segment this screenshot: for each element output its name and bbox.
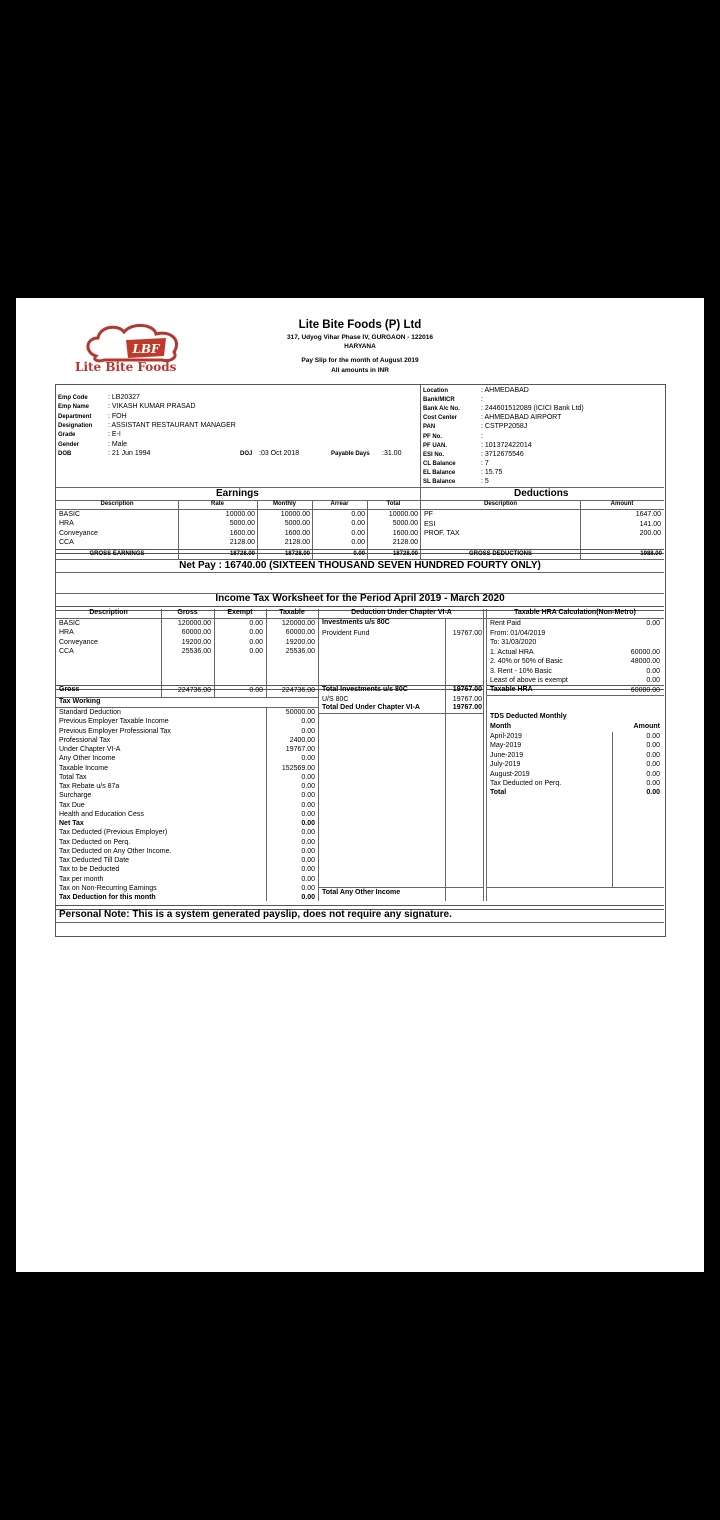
tax-working-value: 0.00: [301, 801, 315, 809]
tds-month: May-2019: [490, 742, 522, 750]
hra-value: 60000.00: [630, 648, 660, 656]
emp-field-label: PF UAN.: [423, 442, 447, 449]
earnings-cell: CCA: [59, 538, 74, 546]
hra-label: From: 01/04/2019: [490, 629, 546, 637]
tax-working-value: 0.00: [301, 847, 315, 855]
worksheet-cell: 25536.00: [181, 648, 211, 656]
doj-label: DOJ: [240, 451, 253, 457]
taxable-hra-label: Taxable HRA: [490, 686, 533, 693]
tax-working-value: 0.00: [301, 718, 315, 726]
tax-working-label: Previous Employer Professional Tax: [59, 727, 171, 735]
svg-text:LBF: LBF: [132, 342, 160, 356]
worksheet-header-cell: Exempt: [227, 609, 253, 616]
earnings-cell: 1600.00: [229, 529, 255, 537]
tax-working-value: 0.00: [301, 727, 315, 735]
tax-working-title: Tax Working: [59, 698, 101, 705]
tds-month: July-2019: [490, 761, 521, 769]
tds-month: June-2019: [490, 751, 524, 759]
hra-label: 2. 40% or 50% of Basic: [490, 658, 563, 665]
emp-field-value: : E-I: [108, 431, 121, 439]
hra-label: Rent Paid: [490, 620, 521, 627]
emp-field-value: : VIKASH KUMAR PRASAD: [108, 403, 196, 411]
worksheet-cell: CCA: [59, 648, 74, 656]
personal-note: Personal Note: This is a system generated payslip, does not require any signature.: [59, 909, 452, 920]
tds-amount: 0.00: [646, 751, 660, 759]
deductions-cell: 141.00: [639, 520, 661, 528]
earnings-cell: 1600.00: [284, 529, 310, 537]
tax-working-label: Tax on Non-Recurring Earnings: [59, 884, 157, 892]
deductions-header-cell: Description: [483, 501, 517, 507]
worksheet-cell: 25536.00: [285, 648, 315, 656]
worksheet-cell: 19200.00: [181, 638, 211, 646]
emp-field-label: Bank/MICR: [423, 397, 455, 404]
deductions-title: Deductions: [514, 488, 569, 499]
worksheet-cell: BASIC: [59, 620, 81, 627]
tax-working-label: Tax Deducted (Previous Employer): [59, 829, 168, 837]
tax-working-value: 2400.00: [289, 736, 315, 744]
hra-value: 0.00: [646, 620, 660, 627]
worksheet-title: Income Tax Worksheet for the Period April 2019 - March 2020: [215, 593, 505, 604]
emp-field-value: : 21 Jun 1994: [108, 449, 151, 457]
worksheet-header-cell: Taxable: [279, 609, 305, 616]
deductions-cell: 200.00: [639, 530, 661, 538]
tax-working-value: 0.00: [301, 894, 315, 901]
tds-total-label: Total: [490, 789, 507, 796]
tax-working-value: 0.00: [301, 820, 315, 827]
emp-field-label: Gender: [58, 441, 80, 448]
tax-working-label: Tax Deducted on Any Other Income.: [59, 847, 172, 855]
hra-title: Taxable HRA Calculation(Non-Metro): [514, 609, 636, 616]
tax-working-value: 50000.00: [285, 709, 315, 716]
deductions-cell: ESI: [424, 520, 436, 528]
tax-working-label: Standard Deduction: [59, 709, 121, 716]
tax-working-value: 0.00: [301, 875, 315, 883]
emp-field-value: : 5: [481, 478, 489, 485]
worksheet-gross-cell: Gross: [59, 686, 80, 693]
emp-field-label: Emp Code: [58, 395, 88, 401]
worksheet-gross-cell: 224736.00: [177, 687, 211, 694]
tds-month: Tax Deducted on Perq.: [490, 780, 562, 787]
earnings-cell: 5000.00: [229, 520, 255, 528]
total-investments-label: Total Investments u/s 80C: [322, 686, 408, 693]
total-investments-value: 19767.00: [452, 686, 482, 693]
emp-field-label: CL Balance: [423, 460, 456, 467]
company-address: 317, Udyog Vihar Phase IV, GURGAON - 122016: [287, 334, 433, 341]
earnings-cell: 0.00: [351, 511, 365, 518]
emp-field-value: : 7: [481, 459, 489, 467]
tax-working-value: 0.00: [301, 838, 315, 846]
emp-field-label: PF No.: [423, 433, 442, 440]
hra-value: 48000.00: [630, 658, 660, 665]
earnings-cell: 0.00: [351, 529, 365, 537]
earnings-cell: 0.00: [351, 538, 365, 546]
earnings-header-cell: Arrear: [330, 501, 349, 507]
hra-label: 1. Actual HRA: [490, 648, 534, 656]
tds-amount: 0.00: [646, 770, 660, 778]
tax-working-label: Under Chapter VI-A: [59, 746, 121, 753]
us80c-value: 19767.00: [452, 696, 482, 703]
hra-label: 3. Rent - 10% Basic: [490, 667, 552, 675]
earnings-header-cell: Monthly: [273, 501, 296, 507]
tds-month-label: Month: [490, 723, 511, 730]
emp-field-value: : LB20327: [108, 394, 140, 401]
earnings-cell: 2128.00: [229, 538, 255, 546]
emp-field-label: Bank A/c No.: [423, 406, 460, 413]
investments-title: Investments u/s 80C: [322, 619, 390, 626]
gross-earnings-cell: GROSS EARNINGS: [89, 551, 145, 557]
emp-field-value: :: [481, 432, 483, 440]
payslip-title: Pay Slip for the month of August 2019: [301, 357, 419, 364]
tds-amount: 0.00: [646, 761, 660, 769]
gross-deductions-cell: GROSS DEDUCTIONS: [468, 551, 532, 557]
gross-earnings-cell: 0.00: [353, 551, 365, 557]
tax-working-value: 0.00: [301, 783, 315, 790]
earnings-header-cell: Rate: [210, 501, 224, 507]
tax-working-label: Previous Employer Taxable Income: [59, 718, 169, 726]
worksheet-cell: 120000.00: [177, 620, 211, 627]
worksheet-cell: 0.00: [249, 648, 263, 656]
company-state: HARYANA: [344, 343, 376, 350]
gross-earnings-cell: 18728.00: [392, 551, 418, 557]
worksheet-cell: 0.00: [249, 620, 263, 627]
worksheet-cell: 60000.00: [285, 629, 315, 637]
hra-value: 0.00: [646, 667, 660, 675]
emp-field-label: Emp Name: [58, 404, 90, 411]
total-ded-label: Total Ded Under Chapter VI-A: [322, 704, 420, 711]
emp-field-value: : AHMEDABAD: [481, 387, 529, 394]
tax-working-label: Surcharge: [59, 792, 92, 800]
tax-working-value: 0.00: [301, 884, 315, 892]
tax-working-value: 0.00: [301, 857, 315, 864]
emp-field-value: : AHMEDABAD AIRPORT: [481, 414, 562, 422]
emp-field-value: : Male: [108, 440, 128, 448]
deductions-cell: 1647.00: [635, 511, 661, 518]
tds-amount: 0.00: [646, 742, 660, 750]
deductions-cell: PF: [424, 511, 433, 518]
tds-total-value: 0.00: [646, 789, 660, 796]
emp-field-value: :: [481, 396, 483, 404]
payslip-page: [16, 298, 704, 1272]
emp-field-label: Department: [58, 413, 92, 420]
worksheet-cell: HRA: [59, 629, 74, 637]
tax-working-value: 0.00: [301, 792, 315, 800]
earnings-cell: 2128.00: [284, 538, 310, 546]
earnings-cell: 5000.00: [284, 520, 310, 528]
tds-amount: 0.00: [646, 733, 660, 740]
gross-deductions-cell: 1988.00: [640, 551, 662, 557]
tds-month: April-2019: [490, 733, 522, 740]
earnings-cell: 10000.00: [225, 511, 255, 518]
deductions-header-cell: Amount: [610, 501, 634, 507]
total-other-income-label: Total Any Other Income: [322, 889, 401, 896]
emp-field-label: EL Balance: [423, 469, 456, 476]
earnings-cell: 10000.00: [280, 511, 310, 518]
provident-fund-value: 19767.00: [452, 630, 482, 637]
worksheet-gross-cell: 0.00: [249, 687, 263, 694]
earnings-title: Earnings: [216, 488, 259, 499]
gross-earnings-cell: 18728.00: [229, 551, 255, 557]
tax-working-label: Health and Education Cess: [59, 810, 144, 818]
payable-days-label: Payable Days: [331, 451, 370, 457]
net-pay: Net Pay : 16740.00 (SIXTEEN THOUSAND SEVEN HUNDRED FOURTY ONLY): [179, 560, 541, 571]
earnings-cell: 10000.00: [388, 511, 418, 518]
payable-days-value: :31.00: [382, 450, 402, 457]
emp-field-label: PAN: [423, 424, 436, 431]
emp-field-value: : 101372422014: [481, 441, 532, 449]
tax-working-value: 0.00: [301, 773, 315, 781]
tax-working-label: Tax Deducted Till Date: [59, 857, 130, 864]
earnings-cell: 2128.00: [392, 538, 418, 546]
hra-value: 0.00: [646, 677, 660, 684]
earnings-cell: Conveyance: [59, 529, 98, 537]
tax-working-value: 19767.00: [285, 746, 315, 753]
emp-field-value: : CSTPP2058J: [481, 423, 528, 431]
emp-field-value: : 244601512089 (ICICI Bank Ltd): [481, 405, 584, 413]
tds-amount: 0.00: [646, 780, 660, 787]
worksheet-cell: 120000.00: [281, 620, 315, 627]
worksheet-cell: 0.00: [249, 629, 263, 637]
tax-working-label: Tax Due: [59, 801, 85, 809]
worksheet-gross-cell: 224736.00: [281, 687, 315, 694]
emp-field-label: Location: [423, 388, 448, 394]
earnings-cell: HRA: [59, 520, 74, 528]
hra-label: Least of above is exempt: [490, 677, 568, 684]
deductions-cell: PROF. TAX: [424, 530, 460, 538]
tax-working-label: Tax Deduction for this month: [59, 894, 156, 901]
tax-working-value: 0.00: [301, 755, 315, 763]
tax-working-value: 0.00: [301, 810, 315, 818]
tax-working-label: Professional Tax: [59, 736, 111, 744]
tax-working-value: 152569.00: [281, 764, 315, 772]
gross-earnings-cell: 18728.00: [284, 551, 310, 557]
tax-working-label: Tax Rebate u/s 87a: [59, 783, 120, 790]
tds-amount-label: Amount: [633, 723, 660, 730]
provident-fund-label: Provident Fund: [322, 630, 370, 637]
tax-working-label: Tax to be Deducted: [59, 866, 120, 874]
emp-field-label: SL Balance: [423, 479, 456, 485]
tds-title: TDS Deducted Monthly: [490, 713, 567, 720]
hra-label: To: 31/03/2020: [490, 639, 537, 646]
worksheet-header-cell: Description: [89, 609, 128, 616]
worksheet-cell: 60000.00: [181, 629, 211, 637]
tax-working-label: Net Tax: [59, 820, 84, 827]
worksheet-cell: Conveyance: [59, 638, 98, 646]
tax-working-value: 0.00: [301, 829, 315, 837]
earnings-cell: 5000.00: [392, 520, 418, 528]
tax-working-label: Tax per month: [59, 875, 104, 883]
logo-name: Lite Bite Foods: [75, 360, 177, 374]
tds-month: August-2019: [490, 770, 530, 778]
emp-field-value: : ASSISTANT RESTAURANT MANAGER: [108, 421, 236, 429]
tax-working-value: 0.00: [301, 866, 315, 874]
tax-working-label: Tax Deducted on Perq.: [59, 838, 131, 846]
emp-field-label: ESI No.: [423, 451, 445, 458]
doj-value: :03 Oct 2018: [259, 450, 300, 457]
tax-working-label: Total Tax: [59, 773, 87, 781]
emp-field-label: Cost Center: [423, 415, 458, 422]
emp-field-value: : 3712675546: [481, 450, 524, 458]
earnings-header-cell: Total: [386, 501, 401, 507]
emp-field-label: Designation: [58, 422, 93, 429]
taxable-hra-value: 60000.00: [630, 687, 660, 694]
currency-note: All amounts in INR: [331, 367, 389, 374]
tax-working-label: Taxable Income: [59, 764, 109, 772]
earnings-cell: BASIC: [59, 511, 81, 518]
company-name: Lite Bite Foods (P) Ltd: [298, 319, 422, 331]
earnings-header-cell: Description: [100, 501, 134, 507]
us80c-label: U/S 80C: [322, 696, 349, 703]
emp-field-value: : 15.75: [481, 468, 503, 476]
worksheet-cell: 19200.00: [285, 638, 315, 646]
worksheet-header-cell: Gross: [177, 609, 198, 616]
emp-field-label: Grade: [58, 432, 76, 439]
emp-field-label: DOB: [58, 450, 72, 457]
worksheet-cell: 0.00: [249, 638, 263, 646]
chapter-title: Deduction Under Chapter VI-A: [351, 609, 452, 616]
earnings-cell: 1600.00: [392, 529, 418, 537]
emp-field-value: : FOH: [108, 412, 127, 420]
earnings-cell: 0.00: [351, 520, 365, 528]
tax-working-label: Any Other Income: [59, 755, 116, 763]
total-ded-value: 19767.00: [446, 704, 482, 711]
